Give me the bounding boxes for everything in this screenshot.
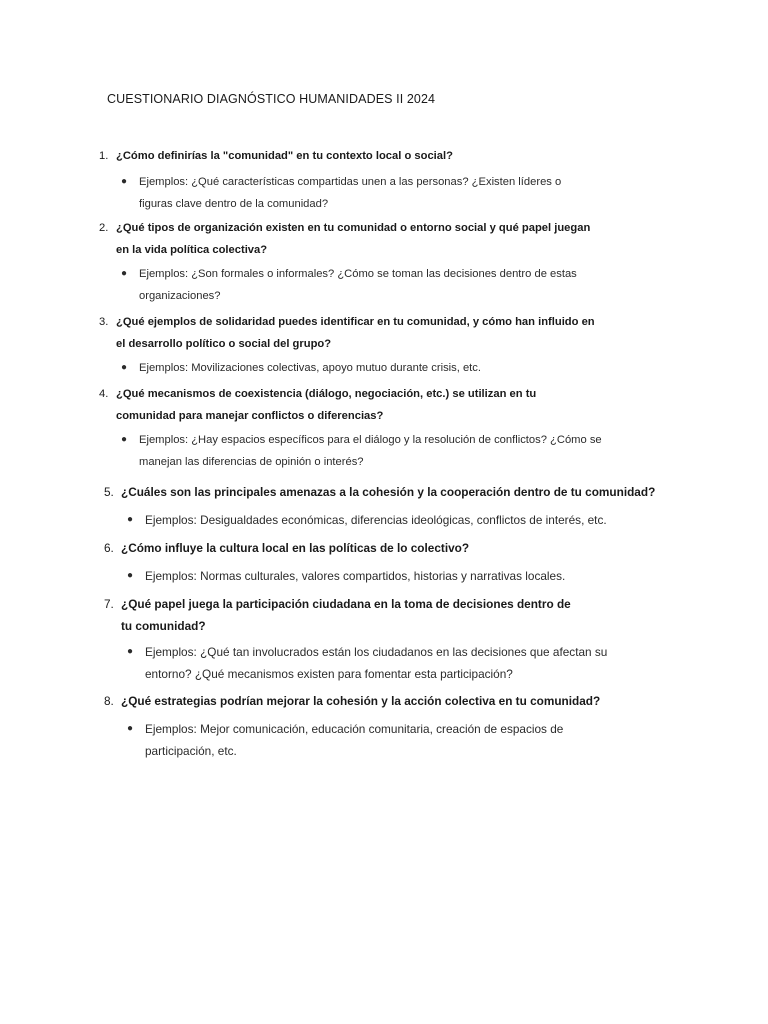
example-text: Ejemplos: Desigualdades económicas, diferencias ideológicas, conflictos de interés, etc.	[145, 513, 607, 527]
question-7	[104, 593, 584, 637]
question-2	[99, 217, 599, 261]
example-text: Ejemplos: ¿Son formales o informales? ¿Cómo se toman las decisiones dentro de estas organizaciones?	[139, 268, 577, 302]
question-5	[104, 481, 664, 503]
question-text: ¿Qué mecanismos de coexistencia (diálogo, negociación, etc.) se utilizan en tu comunidad para manejar conflictos o diferencias?	[116, 388, 537, 422]
question-number: 2.	[99, 222, 109, 234]
question-2-example	[121, 263, 596, 307]
question-6	[104, 537, 664, 559]
bullet-icon: ●	[121, 362, 128, 373]
bullet-icon: ●	[127, 646, 134, 657]
question-number: 1.	[99, 150, 109, 162]
question-3-example	[121, 357, 596, 379]
example-text: Ejemplos: ¿Qué características compartidas unen a las personas? ¿Existen líderes o figuras clave dentro de la comunidad?	[139, 176, 562, 210]
bullet-icon: ●	[127, 723, 134, 734]
example-text: Ejemplos: ¿Qué tan involucrados están los ciudadanos en las decisiones que afectan su entorno? ¿Qué mecanismos existen para fomentar esta participación?	[145, 645, 608, 681]
question-7-example	[127, 641, 627, 685]
example-text: Ejemplos: Movilizaciones colectivas, apoyo mutuo durante crisis, etc.	[139, 362, 481, 374]
question-5-example	[127, 509, 667, 531]
question-1	[99, 145, 599, 167]
question-text: ¿Cómo definirías la "comunidad" en tu contexto local o social?	[116, 150, 453, 162]
question-8	[104, 690, 664, 712]
question-text: ¿Cómo influye la cultura local en las políticas de lo colectivo?	[121, 541, 470, 555]
question-3	[99, 311, 599, 355]
question-number: 7.	[104, 597, 114, 611]
question-text: ¿Qué estrategias podrían mejorar la cohesión y la acción colectiva en tu comunidad?	[121, 694, 601, 708]
question-6-example	[127, 565, 667, 587]
question-number: 5.	[104, 485, 114, 499]
question-1-example	[121, 171, 596, 215]
question-text: ¿Cuáles son las principales amenazas a la cohesión y la cooperación dentro de tu comunidad?	[121, 485, 656, 499]
question-number: 3.	[99, 316, 109, 328]
question-number: 4.	[99, 388, 109, 400]
question-number: 8.	[104, 694, 114, 708]
bullet-icon: ●	[121, 434, 128, 445]
question-8-example	[127, 718, 587, 762]
question-text: ¿Qué tipos de organización existen en tu comunidad o entorno social y qué papel juegan en la vida política colectiva?	[116, 222, 591, 256]
bullet-icon: ●	[121, 176, 128, 187]
bullet-icon: ●	[127, 570, 134, 581]
question-text: ¿Qué papel juega la participación ciudadana en la toma de decisiones dentro de tu comunidad?	[121, 597, 571, 633]
question-4	[99, 383, 599, 427]
example-text: Ejemplos: Normas culturales, valores compartidos, historias y narrativas locales.	[145, 569, 566, 583]
bullet-icon: ●	[121, 268, 128, 279]
question-4-example	[121, 429, 611, 473]
question-text: ¿Qué ejemplos de solidaridad puedes identificar en tu comunidad, y cómo han influido en el desarrollo político o social del grupo?	[116, 316, 595, 350]
example-text: Ejemplos: Mejor comunicación, educación comunitaria, creación de espacios de participación, etc.	[145, 722, 564, 758]
example-text: Ejemplos: ¿Hay espacios específicos para el diálogo y la resolución de conflictos? ¿Cómo se manejan las diferencias de opinión o interés?	[139, 434, 602, 468]
bullet-icon: ●	[127, 514, 134, 525]
document-title: CUESTIONARIO DIAGNÓSTICO HUMANIDADES II 2024	[107, 92, 436, 106]
question-number: 6.	[104, 541, 114, 555]
